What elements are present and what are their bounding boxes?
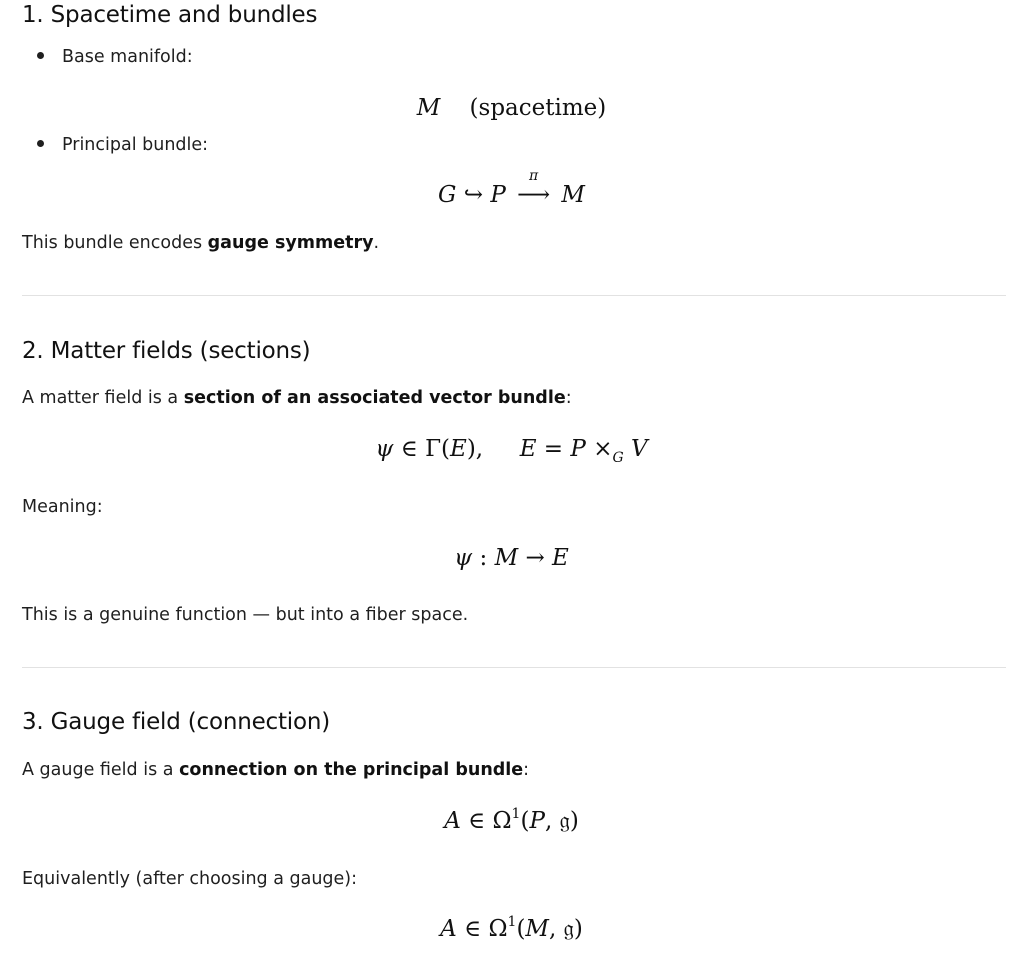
projection-arrow: π ⟶	[517, 168, 551, 208]
equation-section-associated-bundle: ψ ∈ Γ(E), $E = P \times_G$ V	[375, 436, 648, 466]
equation-connection-on-P: A ∈ $\Omega^1(P$, 𝔤)	[444, 806, 579, 834]
paragraph-genuine-function: This is a genuine function — but into a fiber space.	[22, 605, 469, 625]
equation-psi-map: ψ : M → E	[454, 545, 569, 571]
section-heading-2: 2. Matter fields (sections)	[22, 338, 311, 364]
paragraph-gauge-field: A gauge field is a connection on the principal bundle:	[22, 760, 530, 780]
equation-principal-bundle: G ↪ P π ⟶ M	[438, 168, 585, 208]
bullet-item-principal-bundle	[37, 133, 208, 157]
bullet-label: Principal bundle:	[62, 135, 209, 155]
label-equivalently: Equivalently (after choosing a gauge):	[22, 869, 358, 889]
bullet-dot	[37, 140, 44, 147]
equation-connection-on-M: A ∈ $\Omega^1(M$, 𝔤)	[440, 914, 583, 942]
bullet-dot	[37, 52, 44, 59]
section-heading-3: 3. Gauge field (connection)	[22, 709, 331, 735]
section-heading-1: 1. Spacetime and bundles	[22, 2, 318, 28]
paragraph-matter-field: A matter field is a section of an associated vector bundle:	[22, 388, 572, 408]
section-divider	[22, 667, 1006, 668]
equation-base-manifold: M (spacetime)	[416, 95, 607, 121]
bullet-label: Base manifold:	[62, 47, 193, 67]
paragraph-gauge-symmetry: This bundle encodes gauge symmetry.	[22, 233, 380, 253]
section-divider	[22, 295, 1006, 296]
bullet-item-base-manifold	[37, 45, 193, 69]
label-meaning: Meaning:	[22, 497, 103, 517]
